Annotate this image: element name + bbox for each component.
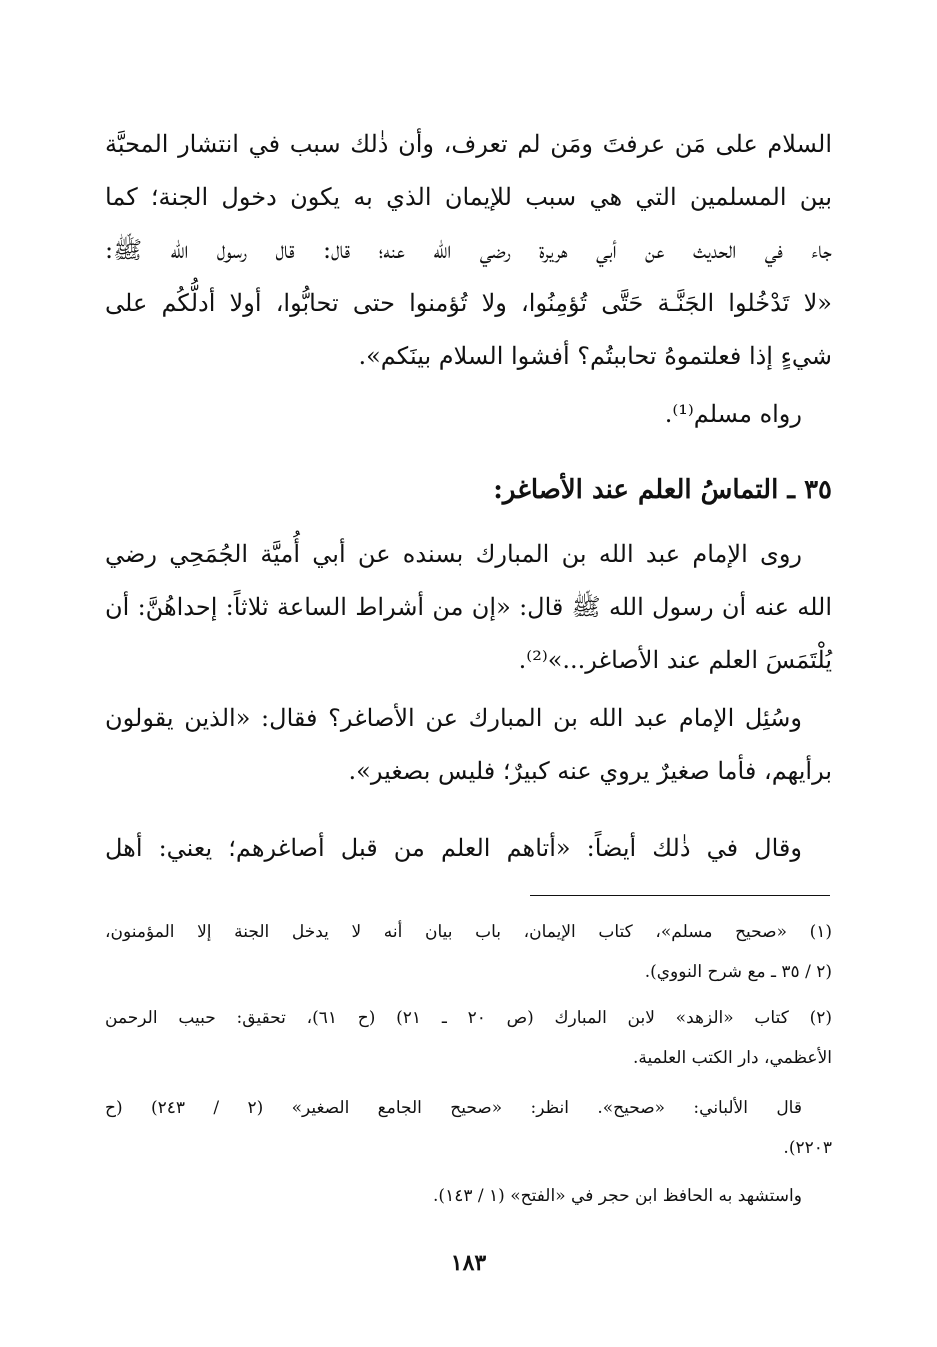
- footnote-line: (٢) كتاب «الزهد» لابن المبارك (ص ٢٠ ـ ٢١) (ح ٦١)، تحقيق: حبيب الرحمن: [105, 1008, 832, 1028]
- paragraph-asaghir-question: [105, 692, 832, 798]
- footnote-line: واستشهد به الحافظ ابن حجر في «الفتح» (١ / ١٤٣).: [433, 1186, 802, 1206]
- footnote-line: (١) «صحيح مسلم»، كتاب الإيمان، باب بيان أنه لا يدخل الجنة إلا المؤمنون،: [105, 922, 832, 942]
- paragraph-asaghir-explanation: [105, 822, 832, 875]
- text-line: «لا تَدْخُلوا الجَنَّـة حَتَّى تُؤمِنُوا، ولا تُؤمنوا حتى تحابُّوا، أولا أدلُّكُم على: [105, 289, 832, 317]
- footnote-2-ibn-hajar: [105, 1176, 832, 1216]
- page-number: ١٨٣: [450, 1250, 487, 1276]
- footnote-line: قال الألباني: «صحيح». انظر: «صحيح الجامع الصغير» (٢ / ٢٤٣) (ح: [105, 1098, 802, 1118]
- footnote-2-albani: [105, 1088, 832, 1168]
- text-line: وقال في ذٰلك أيضاً: «أتاهم العلم من قبل أصاغرهم؛ يعني: أهل: [105, 834, 802, 862]
- text-line: شيءٍ إذا فعلتموهُ تحاببتُم؟ أفشوا السلام بينَكم».: [358, 342, 832, 370]
- text-line: برأيهم، فأما صغيرٌ يروي عنه كبيرٌ؛ فليس بصغير».: [348, 757, 832, 785]
- text-line: يُلْتَمَسَ العلم عند الأصاغر...»⁽²⁾.: [518, 646, 832, 674]
- footnote-line: ٢٢٠٣).: [783, 1138, 832, 1158]
- citation-text: رواه مسلم⁽¹⁾.: [664, 400, 802, 428]
- section-heading: ٣٥ ـ التماسُ العلم عند الأصاغر:: [493, 475, 832, 505]
- footnote-line: (٢ / ٣٥ ـ مع شرح النووي).: [644, 962, 832, 982]
- paragraph-ibn-mubarak: [105, 528, 832, 687]
- footnote-2: [105, 998, 832, 1078]
- text-line: السلام على مَن عرفتَ ومَن لم تعرف، وأن ذٰلك سبب في انتشار المحبَّة: [105, 130, 832, 158]
- text-line: جاء في الحديث عن أبي هريرة رضي الله عنه؛ قال: قال رسول الله ﷺ:: [105, 236, 832, 264]
- paragraph-hadith-salam: [105, 118, 832, 383]
- text-line: بين المسلمين التي هي سبب للإيمان الذي به يكون دخول الجنة؛ كما: [105, 183, 833, 211]
- text-line: وسُئِل الإمام عبد الله بن المبارك عن الأصاغر؟ فقال: «الذين يقولون: [105, 704, 802, 732]
- text-line: روى الإمام عبد الله بن المبارك بسنده عن أبي أُميَّة الجُمَحِي رضي: [105, 540, 803, 568]
- footnote-line: الأعظمي، دار الكتب العلمية.: [632, 1048, 832, 1068]
- footnote-separator: [530, 895, 830, 896]
- footnote-1: [105, 912, 832, 992]
- citation-line: [105, 388, 832, 441]
- text-line: الله عنه أن رسول الله ﷺ قال: «إن من أشراط الساعة ثلاثاً: إحداهُنَّ: أن: [105, 593, 832, 621]
